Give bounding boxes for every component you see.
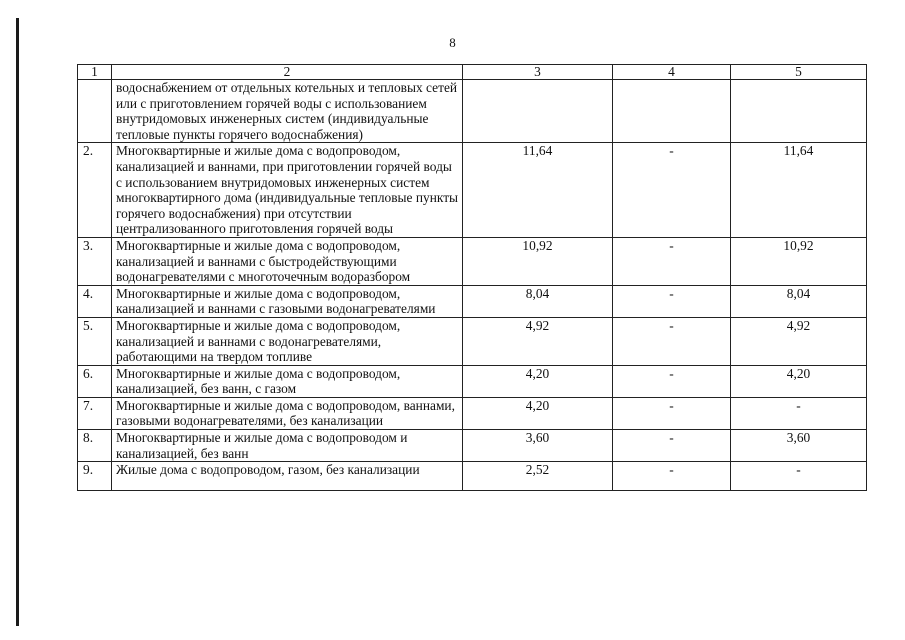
row-description: водоснабжением от отдельных котельных и тепловых сетей или с приготовлением горячей воды с использованием внутридомовых инженерных систем (индивидуальные тепловые пункты горячего водоснабжения): [112, 80, 463, 143]
scan-edge-line: [16, 18, 19, 626]
table-row: [78, 143, 867, 238]
table-row: [78, 462, 867, 491]
row-number: 6.: [78, 365, 112, 397]
row-col4-value: -: [613, 462, 731, 491]
row-description: Многоквартирные и жилые дома с водопроводом и канализацией, без ванн: [112, 430, 463, 462]
row-col5-value: 3,60: [731, 430, 867, 462]
row-description: Многоквартирные и жилые дома с водопроводом, канализацией и ваннами с водонагревателями, работающими на твердом топливе: [112, 317, 463, 365]
column-header-3: 3: [463, 65, 613, 80]
row-col3-value: [463, 80, 613, 143]
tariff-table: [77, 64, 867, 491]
table-row-continuation: [78, 80, 867, 143]
row-description: Многоквартирные и жилые дома с водопроводом, канализацией, без ванн, с газом: [112, 365, 463, 397]
row-col4-value: -: [613, 317, 731, 365]
row-col5-value: 4,92: [731, 317, 867, 365]
column-header-4: 4: [613, 65, 731, 80]
row-col3-value: 4,20: [463, 397, 613, 429]
row-description: Многоквартирные и жилые дома с водопроводом, канализацией и ваннами, при приготовлении горячей воды с использованием внутридомовых инженерных систем многоквартирного дома (индивидуальные тепловые пункты горячего водоснабжения) при отсутствии централизованного приготовления горячей воды: [112, 143, 463, 238]
page-number: 8: [449, 35, 456, 50]
row-number: 4.: [78, 285, 112, 317]
column-header-2: 2: [112, 65, 463, 80]
row-number: 9.: [78, 462, 112, 491]
table-row: [78, 237, 867, 285]
column-header-1: 1: [78, 65, 112, 80]
row-col5-value: 11,64: [731, 143, 867, 238]
row-description: Многоквартирные и жилые дома с водопроводом, ваннами, газовыми водонагревателями, без канализации: [112, 397, 463, 429]
row-col4-value: -: [613, 397, 731, 429]
row-col4-value: -: [613, 430, 731, 462]
row-number: 2.: [78, 143, 112, 238]
table-row: [78, 430, 867, 462]
row-col4-value: [613, 80, 731, 143]
table-row: [78, 285, 867, 317]
row-col4-value: -: [613, 285, 731, 317]
row-number: 5.: [78, 317, 112, 365]
row-col5-value: -: [731, 462, 867, 491]
row-number: 3.: [78, 237, 112, 285]
row-col3-value: 2,52: [463, 462, 613, 491]
table-row: [78, 397, 867, 429]
row-col4-value: -: [613, 237, 731, 285]
row-col4-value: -: [613, 365, 731, 397]
table-row: [78, 365, 867, 397]
row-description: Многоквартирные и жилые дома с водопроводом, канализацией и ваннами с быстродействующими водонагревателями с многоточечным водоразбором: [112, 237, 463, 285]
table-header-row: [78, 65, 867, 80]
row-col3-value: 3,60: [463, 430, 613, 462]
row-col3-value: 8,04: [463, 285, 613, 317]
row-description: Жилые дома с водопроводом, газом, без канализации: [112, 462, 463, 491]
row-col4-value: -: [613, 143, 731, 238]
row-number: 8.: [78, 430, 112, 462]
row-col3-value: 4,92: [463, 317, 613, 365]
row-col3-value: 11,64: [463, 143, 613, 238]
row-col5-value: 10,92: [731, 237, 867, 285]
row-number: [78, 80, 112, 143]
row-col3-value: 4,20: [463, 365, 613, 397]
row-col5-value: 8,04: [731, 285, 867, 317]
row-col5-value: 4,20: [731, 365, 867, 397]
row-col3-value: 10,92: [463, 237, 613, 285]
row-number: 7.: [78, 397, 112, 429]
column-header-5: 5: [731, 65, 867, 80]
row-description: Многоквартирные и жилые дома с водопроводом, канализацией и ваннами с газовыми водонагревателями: [112, 285, 463, 317]
table-row: [78, 317, 867, 365]
row-col5-value: -: [731, 397, 867, 429]
row-col5-value: [731, 80, 867, 143]
